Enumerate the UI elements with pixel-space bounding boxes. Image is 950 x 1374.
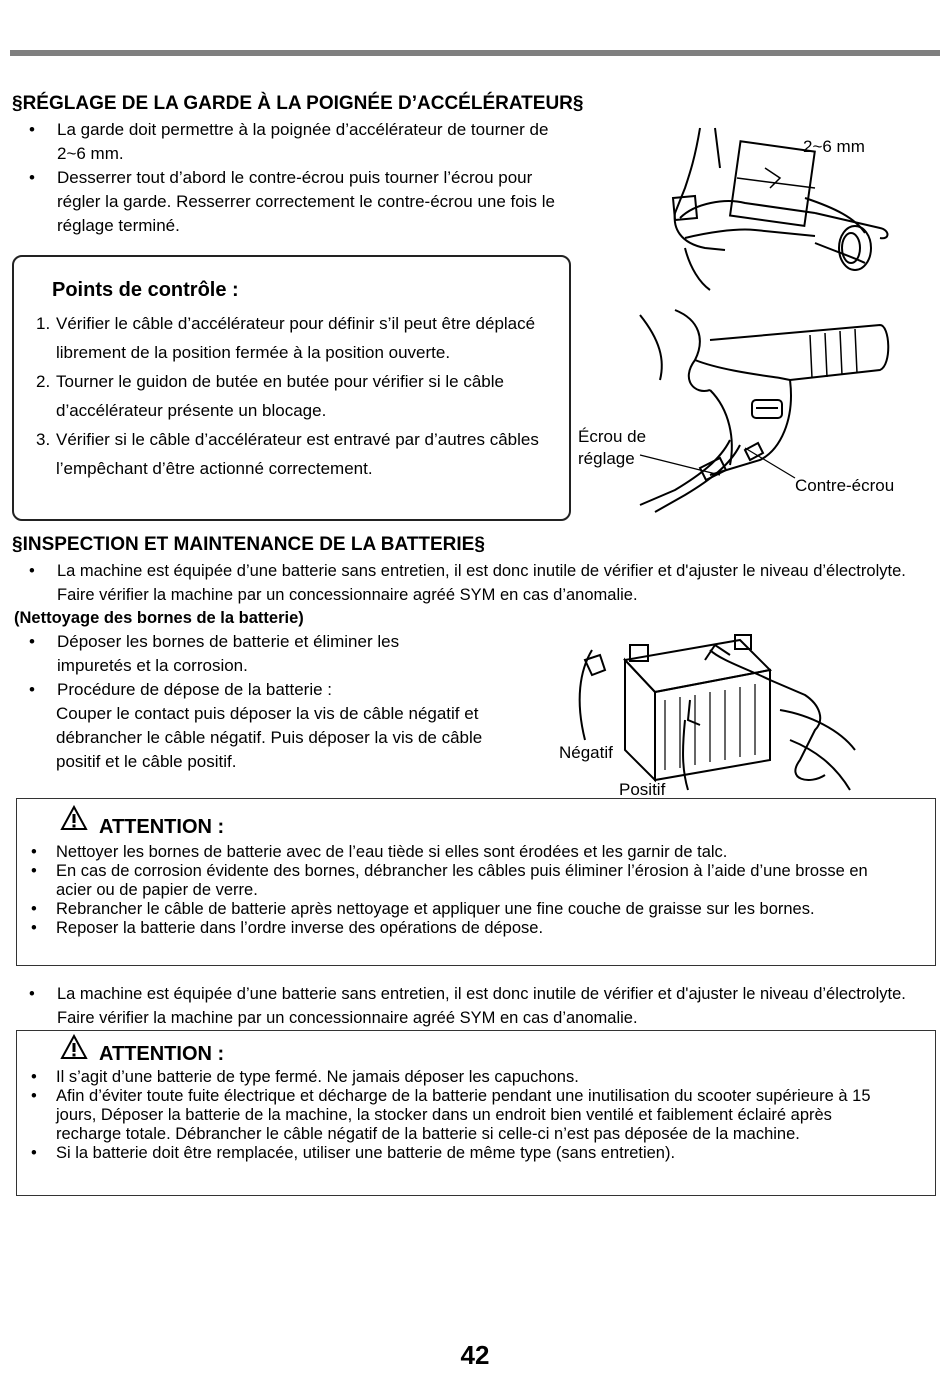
throttle-bullet: • Desserrer tout d’abord le contre-écrou puis tourner l’écrou pour régler la garde. Resserrer correctement le contre-écrou une fois le réglage terminé. <box>15 166 560 238</box>
battery-intro-list-2 <box>15 982 945 1030</box>
positive-label: Positif <box>619 780 666 799</box>
warning-triangle-icon <box>60 1034 88 1060</box>
battery-cleaning-subtitle: (Nettoyage des bornes de la batterie) <box>14 609 304 627</box>
battery-section-title: §INSPECTION ET MAINTENANCE DE LA BATTERIE§ <box>12 534 485 555</box>
checkpoint-number: 2. <box>36 372 51 391</box>
header-rule <box>10 50 940 56</box>
battery-cleaning-list <box>15 630 475 702</box>
negative-label: Négatif <box>559 743 613 762</box>
adjust-nut-label-line1: Écrou de <box>578 427 647 446</box>
adjust-nut-label-line2: réglage <box>578 449 635 468</box>
checkpoints-title: Points de contrôle : <box>52 279 239 301</box>
battery-intro: • La machine est équipée d’une batterie sans entretien, il est donc inutile de vérifier et d'ajuster le niveau d’électrolyte. Faire vérifier la machine par un concessionnaire agréé SYM en cas d’anomalie. <box>15 559 945 607</box>
page-number: 42 <box>460 1340 490 1370</box>
checkpoint-item <box>20 425 540 483</box>
attention-box-1 <box>16 798 936 966</box>
battery-cleaning-bullet: • Déposer les bornes de batterie et éliminer les impuretés et la corrosion. <box>15 630 475 678</box>
attention-item: • Nettoyer les bornes de batterie avec de l’eau tiède si elles sont érodées et les garnir de talc. <box>17 843 897 862</box>
throttle-section-title: §RÉGLAGE DE LA GARDE À LA POIGNÉE D’ACCÉLÉRATEUR§ <box>12 93 584 114</box>
checkpoint-text: Tourner le guidon de butée en butée pour vérifier si le câble d’accélérateur présente un blocage. <box>56 372 504 420</box>
checkpoints-list <box>20 309 540 483</box>
checkpoint-text: Vérifier le câble d’accélérateur pour définir s’il peut être déplacé librement de la position fermée à la position ouverte. <box>56 314 536 362</box>
attention-item: • En cas de corrosion évidente des bornes, débrancher les câbles puis éliminer l’érosion à l’aide d’une brosse en acier ou de papier de verre. <box>17 862 897 900</box>
dimension-label: 2~6 mm <box>803 137 865 156</box>
warning-triangle-icon <box>60 805 88 831</box>
attention-list-2 <box>17 1068 897 1163</box>
checkpoint-item <box>20 367 540 425</box>
attention-item: • Si la batterie doit être remplacée, utiliser une batterie de même type (sans entretien). <box>17 1144 897 1163</box>
checkpoint-text: Vérifier si le câble d’accélérateur est entravé par d’autres câbles l’empêchant d’être actionné correctement. <box>56 430 539 478</box>
attention-box-2 <box>16 1030 936 1196</box>
throttle-bullet: • La garde doit permettre à la poignée d’accélérateur de tourner de 2~6 mm. <box>15 118 560 166</box>
attention-item: • Il s’agit d’une batterie de type fermé. Ne jamais déposer les capuchons. <box>17 1068 897 1087</box>
attention-title-2: ATTENTION : <box>99 1043 225 1065</box>
attention-item: • Rebrancher le câble de batterie après nettoyage et appliquer une fine couche de graisse sur les bornes. <box>17 900 897 919</box>
checkpoints-box <box>12 255 571 521</box>
adjust-nut-label <box>578 426 646 470</box>
checkpoint-number: 1. <box>36 314 51 333</box>
battery-intro-2: • La machine est équipée d’une batterie sans entretien, il est donc inutile de vérifier et d'ajuster le niveau d’électrolyte. Faire vérifier la machine par un concessionnaire agréé SYM en cas d’anomalie. <box>15 982 945 1030</box>
throttle-bullets <box>15 118 560 238</box>
attention-item: • Afin d’éviter toute fuite électrique et décharge de la batterie pendant une inutilisation du scooter supérieure à 15 jours, Déposer la batterie de la machine, la stocker dans un endroit bien ventilé et faiblement éclairé après recharge totale. Débrancher le câble négatif de la batterie si celle-ci n’est pas déposée de la machine. <box>17 1087 897 1144</box>
locknut-label: Contre-écrou <box>795 476 895 495</box>
attention-list-1 <box>17 843 897 938</box>
attention-title-1: ATTENTION : <box>99 816 225 838</box>
throttle-grip-illustration <box>665 118 905 293</box>
battery-removal-procedure: Couper le contact puis déposer la vis de câble négatif et débrancher le câble négatif. Puis déposer la vis de câble positif et le câble positif. <box>56 704 483 771</box>
checkpoint-number: 3. <box>36 430 51 449</box>
battery-cleaning-bullet: • Procédure de dépose de la batterie : <box>15 678 475 702</box>
battery-illustration <box>570 600 865 795</box>
attention-item: • Reposer la batterie dans l’ordre inverse des opérations de dépose. <box>17 919 897 938</box>
checkpoint-item <box>20 309 540 367</box>
